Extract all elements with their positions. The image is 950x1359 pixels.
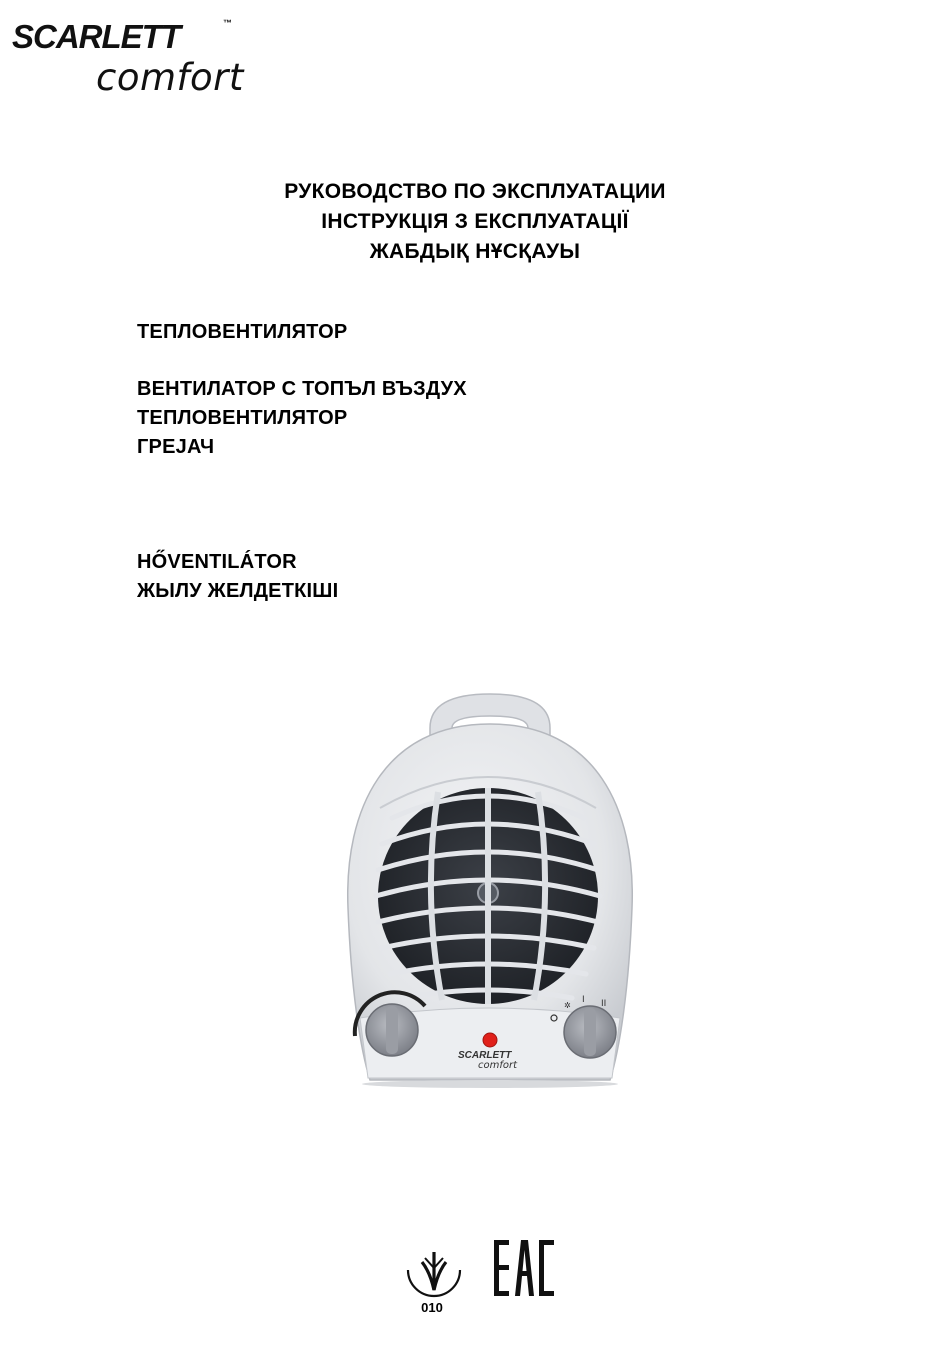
svg-text:I: I (582, 995, 585, 1005)
product-name-ua: ТЕПЛОВЕНТИЛЯТОР (137, 407, 348, 429)
eac-icon (494, 1240, 554, 1296)
certification-code: 010 (421, 1300, 443, 1315)
product-name-kz: ЖЫЛУ ЖЕЛДЕТКІШІ (137, 580, 339, 602)
ua-conformity-icon (408, 1252, 460, 1296)
logo-comfort: comfort (96, 56, 244, 99)
svg-text:II: II (601, 999, 607, 1009)
product-name-bg: ВЕНТИЛАТОР С ТОПЪЛ ВЪЗДУХ (137, 378, 467, 400)
power-indicator (483, 1033, 497, 1047)
fan-heater-image (320, 688, 660, 1108)
title-kz: ЖАБДЫҚ НҰСҚАУЫ (369, 240, 581, 263)
product-name-sr: ГРЕЈАЧ (137, 436, 215, 458)
logo-scarlett: SCARLETT (12, 18, 180, 55)
product-name-hu: HŐVENTILÁTOR (137, 551, 297, 573)
logo-trademark: ™ (223, 18, 232, 28)
title-ru: РУКОВОДСТВО ПО ЭКСПЛУАТАЦИИ (284, 180, 666, 203)
brand-logo (10, 14, 300, 99)
device-brand-line2: comfort (478, 1060, 518, 1071)
manual-titles (0, 177, 950, 267)
svg-text:✲: ✲ (564, 1001, 571, 1010)
product-name-ru: ТЕПЛОВЕНТИЛЯТОР (137, 321, 348, 343)
device-brand-line1: SCARLETT (458, 1050, 512, 1061)
title-ua: ІНСТРУКЦІЯ З ЕКСПЛУАТАЦІЇ (321, 210, 629, 233)
